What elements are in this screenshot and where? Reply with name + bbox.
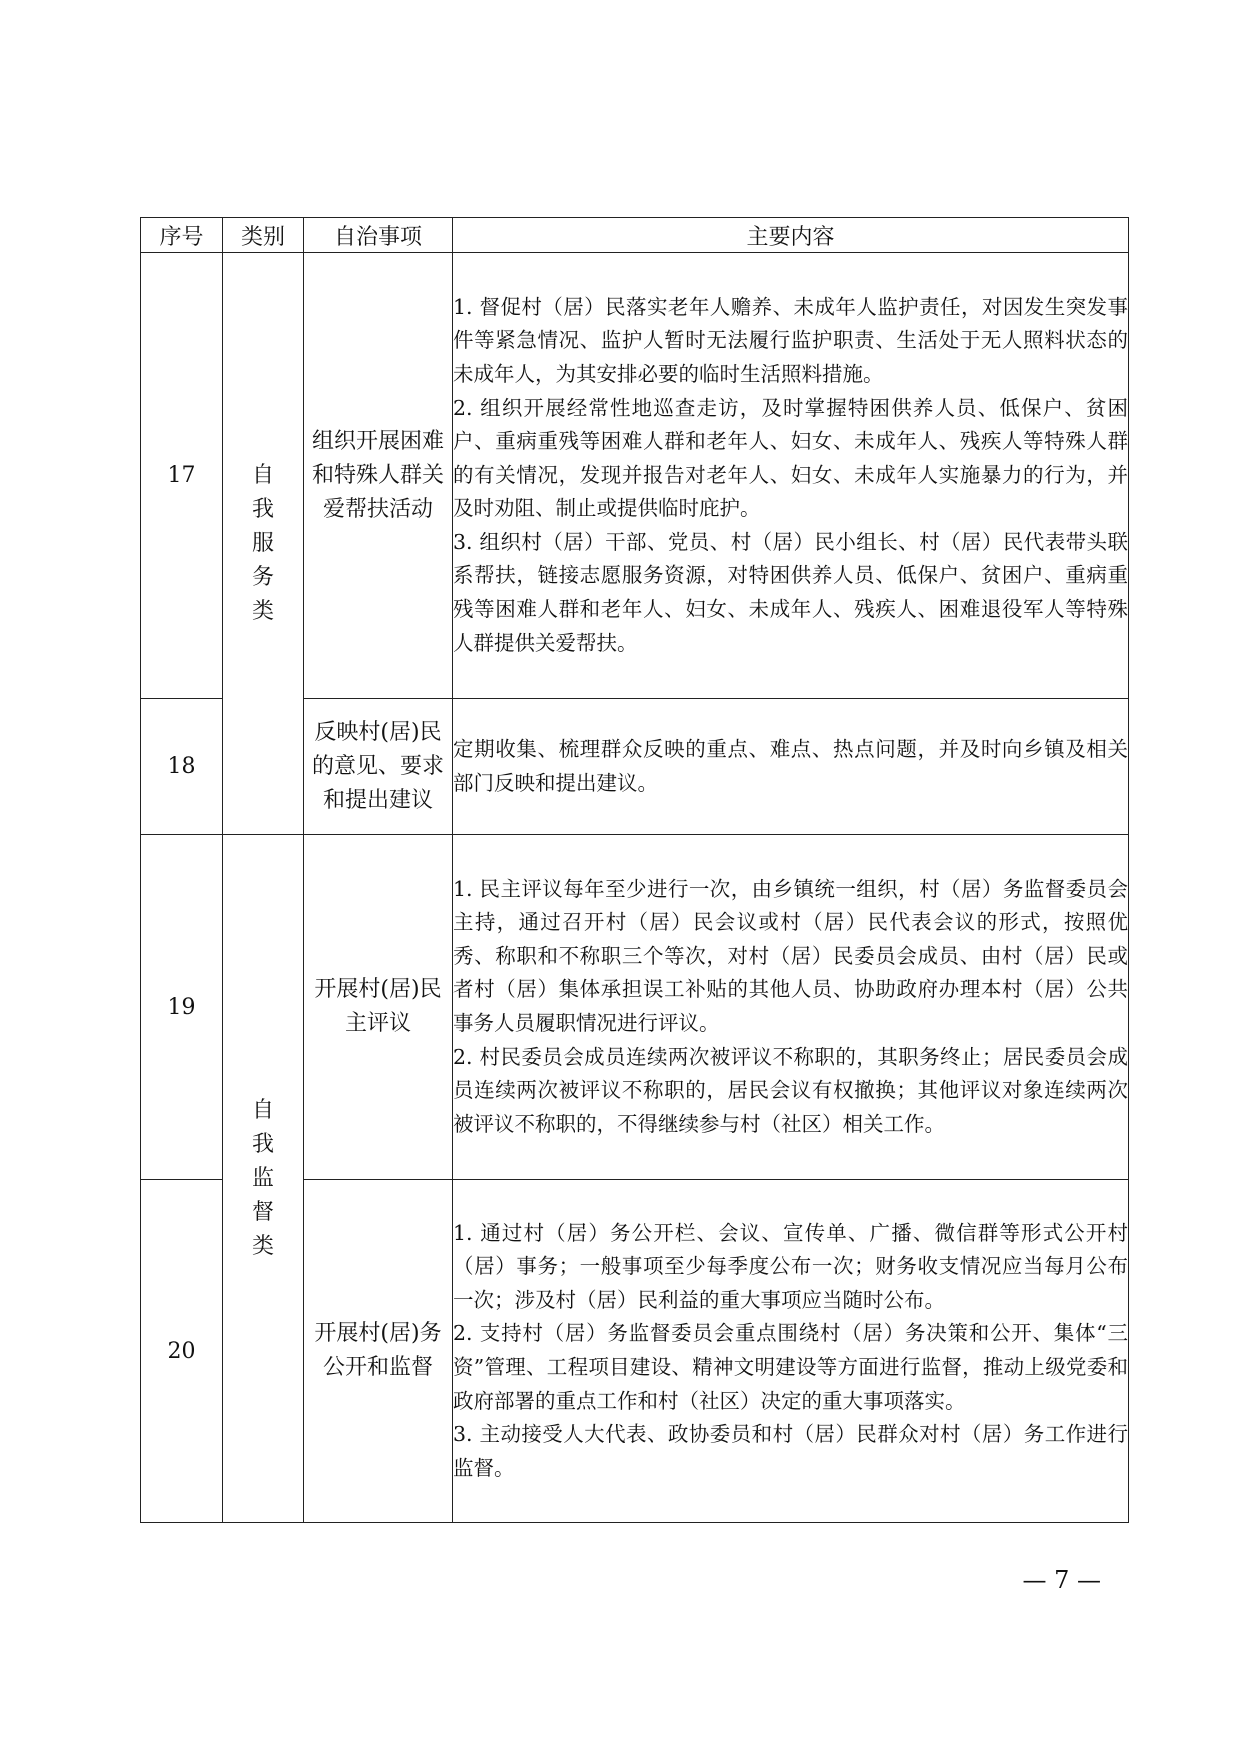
category-label: 自我服务类 <box>252 462 275 624</box>
content-paragraph: 2. 支持村（居）务监督委员会重点围绕村（居）务决策和公开、集体“三资”管理、工程项目建设、精神文明建设等方面进行监督，推动上级党委和政府部署的重点工作和村（社区）决定的重大事项落实。 <box>453 1321 1128 1413</box>
content-paragraph: 3. 组织村（居）干部、党员、村（居）民小组长、村（居）民代表带头联系帮扶，链接志愿服务资源，对特困供养人员、低保户、贫困户、重病重残等困难人群和老年人、妇女、未成年人、残疾人、困难退役军人等特殊人群提供关爱帮扶。 <box>453 529 1128 655</box>
header-content: 主要内容 <box>453 218 1129 253</box>
page-number: — 7 — <box>1022 1566 1101 1594</box>
content-cell <box>453 835 1129 1180</box>
category-label: 自我监督类 <box>252 1097 275 1259</box>
row-number: 18 <box>141 699 223 835</box>
matter-item: 组织开展困难和特殊人群关爱帮扶活动 <box>304 253 453 699</box>
row-number: 19 <box>141 835 223 1180</box>
table-row <box>141 835 1129 1180</box>
row-number: 17 <box>141 253 223 699</box>
table-header-row <box>141 218 1129 253</box>
category-cell <box>223 253 304 835</box>
content-paragraph: 定期收集、梳理群众反映的重点、难点、热点问题，并及时向乡镇及相关部门反映和提出建议。 <box>453 736 1128 795</box>
matter-item: 开展村(居)民主评议 <box>304 835 453 1180</box>
content-paragraph: 2. 组织开展经常性地巡查走访，及时掌握特困供养人员、低保户、贫困户、重病重残等困难人群和老年人、妇女、未成年人、残疾人等特殊人群的有关情况，发现并报告对老年人、妇女、未成年人实施暴力的行为，并及时劝阻、制止或提供临时庇护。 <box>453 395 1128 521</box>
table-row <box>141 253 1129 699</box>
content-paragraph: 1. 通过村（居）务公开栏、会议、宣传单、广播、微信群等形式公开村（居）事务；一般事项至少每季度公布一次；财务收支情况应当每月公布一次；涉及村（居）民利益的重大事项应当随时公布。 <box>453 1220 1128 1312</box>
content-paragraph: 1. 督促村（居）民落实老年人赡养、未成年人监护责任，对因发生突发事件等紧急情况、监护人暂时无法履行监护职责、生活处于无人照料状态的未成年人，为其安排必要的临时生活照料措施。 <box>453 294 1128 386</box>
content-cell <box>453 253 1129 699</box>
header-item: 自治事项 <box>304 218 453 253</box>
content-cell <box>453 1180 1129 1523</box>
matter-item: 开展村(居)务公开和监督 <box>304 1180 453 1523</box>
category-cell <box>223 835 304 1523</box>
content-cell <box>453 699 1129 835</box>
matters-table <box>140 217 1129 1523</box>
content-paragraph: 2. 村民委员会成员连续两次被评议不称职的，其职务终止；居民委员会成员连续两次被评议不称职的，居民会议有权撤换；其他评议对象连续两次被评议不称职的，不得继续参与村（社区）相关工作。 <box>453 1044 1128 1136</box>
header-category: 类别 <box>223 218 304 253</box>
content-paragraph: 1. 民主评议每年至少进行一次，由乡镇统一组织，村（居）务监督委员会主持，通过召开村（居）民会议或村（居）民代表会议的形式，按照优秀、称职和不称职三个等次，对村（居）民委员会成员、由村（居）民或者村（居）集体承担误工补贴的其他人员、协助政府办理本村（居）公共事务人员履职情况进行评议。 <box>453 876 1128 1035</box>
matter-item: 反映村(居)民的意见、要求和提出建议 <box>304 699 453 835</box>
row-number: 20 <box>141 1180 223 1523</box>
content-paragraph: 3. 主动接受人大代表、政协委员和村（居）民群众对村（居）务工作进行监督。 <box>453 1422 1128 1480</box>
header-num: 序号 <box>141 218 223 253</box>
